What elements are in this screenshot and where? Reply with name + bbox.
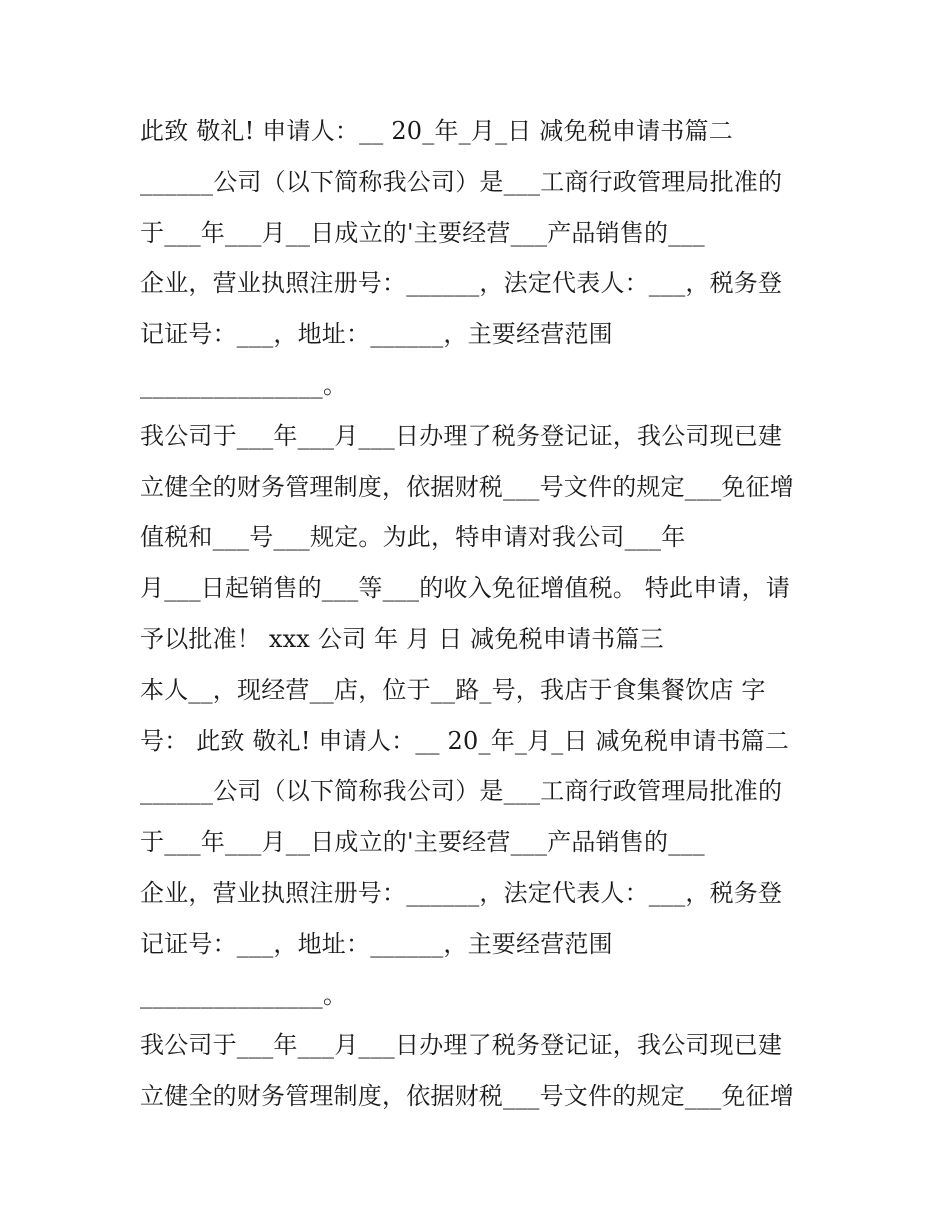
text-line: 予以批准！ xxx 公司 年 月 日 减免税申请书篇三 <box>140 624 664 653</box>
text-line: _______________。 <box>140 980 348 1009</box>
text-line: 我公司于___年___月___日办理了税务登记证，我公司现已建 <box>140 421 783 450</box>
text-line: 于___年___月__日成立的'主要经营___产品销售的___ <box>140 218 705 247</box>
text-line: 月___日起销售的___等___的收入免征增值税。 特此申请，请 <box>140 574 791 603</box>
text-line: 此致 敬礼! 申请人：__ 20_年_月_日 减免税申请书篇二 <box>140 117 733 145</box>
text-line: ______公司（以下简称我公司）是___工商行政管理局批准的 <box>140 167 783 196</box>
text-line: 本人__，现经营__店，位于__路_号，我店于食集餐饮店 字 <box>140 675 766 704</box>
text-line: 号： 此致 敬礼! 申请人：__ 20_年_月_日 减免税申请书篇二 <box>140 726 790 755</box>
document-body <box>140 106 820 1122</box>
text-line: 记证号：___，地址：______，主要经营范围 <box>140 929 613 958</box>
text-line: 值税和___号___规定。为此，特申请对我公司___年 <box>140 523 686 552</box>
text-line: 记证号：___，地址：______，主要经营范围 <box>140 320 613 349</box>
text-line: 我公司于___年___月___日办理了税务登记证，我公司现已建 <box>140 1031 783 1060</box>
text-line: 企业，营业执照注册号：______，法定代表人：___，税务登 <box>140 269 783 298</box>
text-line: 立健全的财务管理制度，依据财税___号文件的规定___免征增 <box>140 472 794 501</box>
text-line: _______________。 <box>140 370 348 399</box>
text-line: ______公司（以下简称我公司）是___工商行政管理局批准的 <box>140 777 783 806</box>
text-line: 立健全的财务管理制度，依据财税___号文件的规定___免征增 <box>140 1082 794 1111</box>
text-line: 企业，营业执照注册号：______，法定代表人：___，税务登 <box>140 878 783 907</box>
text-line: 于___年___月__日成立的'主要经营___产品销售的___ <box>140 828 705 857</box>
